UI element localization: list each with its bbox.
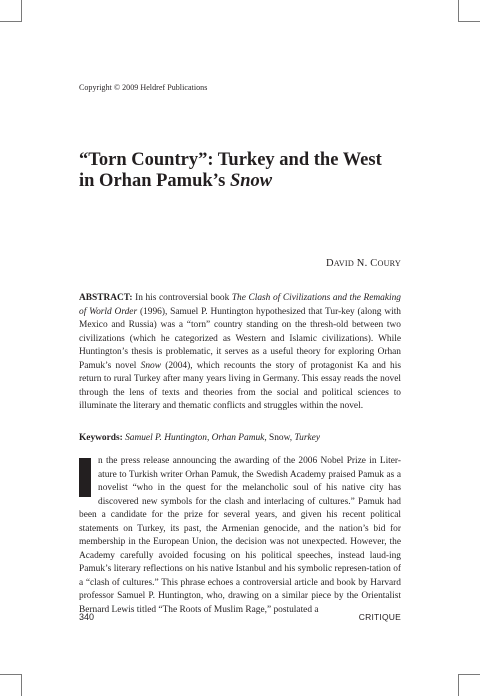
crop-mark-top-left [21, 0, 22, 22]
title-line-2-prefix: in Orhan Pamuk’s [79, 171, 230, 191]
keyword-2: Orhan Pamuk [211, 433, 265, 443]
crop-mark-top-left-h [0, 21, 22, 22]
keyword-3: Snow [269, 433, 290, 443]
abstract-novel-title: Snow [140, 360, 161, 371]
crop-mark-bottom-left-h [0, 674, 22, 675]
article-title [79, 150, 409, 192]
keyword-1: Samuel P. Huntington [125, 433, 207, 443]
keyword-sep-2: , [264, 433, 270, 443]
keywords-label: Keywords: [79, 433, 123, 443]
crop-mark-bottom-right-h [458, 674, 480, 675]
author-first-initial: D [325, 258, 334, 269]
title-line-1: “Torn Country”: Turkey and the West [79, 150, 382, 170]
title-novel-name: Snow [229, 171, 273, 191]
abstract-text-2: (1996), Samuel P. Huntington hypothesized that Tur-key (along with Mexico and Russia) was a “torn” country standing on the thresh-old between two civilizations (which he categorized as Western and Islamic civilizations). While Huntington’s thesis is problematic, it serves as a useful theory for exploring Orhan Pamuk’s novel [79, 306, 401, 371]
crop-mark-top-right [458, 0, 459, 22]
drop-cap: I [79, 458, 91, 497]
abstract-book-title: The Clash of Civilizations and the Remaking of World Order [79, 293, 401, 317]
running-head: CRITIQUE [358, 612, 401, 622]
author-name [326, 258, 401, 269]
crop-mark-top-right-h [458, 21, 480, 22]
keyword-4: Turkey [294, 433, 320, 443]
keywords [79, 432, 401, 445]
title-line-2 [79, 171, 409, 192]
abstract-text-3: (2004), which recounts the story of protagonist Ka and his return to rural Turkey after many years living in Germany. This essay reads the novel through the lens of texts and theories from the social and political sciences to illuminate the literary and thematic conflicts and struggles within the novel. [79, 360, 402, 411]
author-last-initial: C [370, 258, 378, 269]
body-paragraph [79, 455, 401, 617]
author-first-rest: AVID [333, 259, 354, 268]
keyword-sep-3: , [289, 433, 295, 443]
body-text: n the press release announcing the awarding of the 2006 Nobel Prize in Liter-ature to Turkish writer Orhan Pamuk, the Swedish Academy praised Pamuk as a novelist “who in the quest for the melancholic soul of his native city has discovered new symbols for the clash and interlacing of cultures.” Pamuk had been a candidate for the prize for several years, and given his recent political statements on Turkey, its past, the Armenian genocide, and the nation’s bid for membership in the European Union, the decision was not unexpected. However, the Academy carefully avoided focusing on his political speeches, instead laud-ing Pamuk’s literary reflections on his native Istanbul and his symbolic represen-tation of a “clash of cultures.” This phrase echoes a controversial article and book by Harvard professor Samuel P. Huntington, who, drawing on a similar piece by the Orientalist Bernard Lewis titled “The Roots of Muslim Rage,” postulated a [79, 456, 401, 615]
crop-mark-bottom-right [458, 674, 459, 696]
keyword-sep-1: , [206, 433, 212, 443]
abstract-text-1: In his controversial book [132, 293, 232, 303]
page-number: 340 [79, 612, 95, 622]
abstract [79, 292, 401, 414]
author-middle: N. [353, 258, 371, 269]
author-last-rest: OURY [377, 259, 401, 268]
crop-mark-bottom-left [21, 674, 22, 696]
abstract-label: ABSTRACT: [79, 293, 133, 303]
copyright-notice: Copyright © 2009 Heldref Publications [79, 83, 208, 92]
